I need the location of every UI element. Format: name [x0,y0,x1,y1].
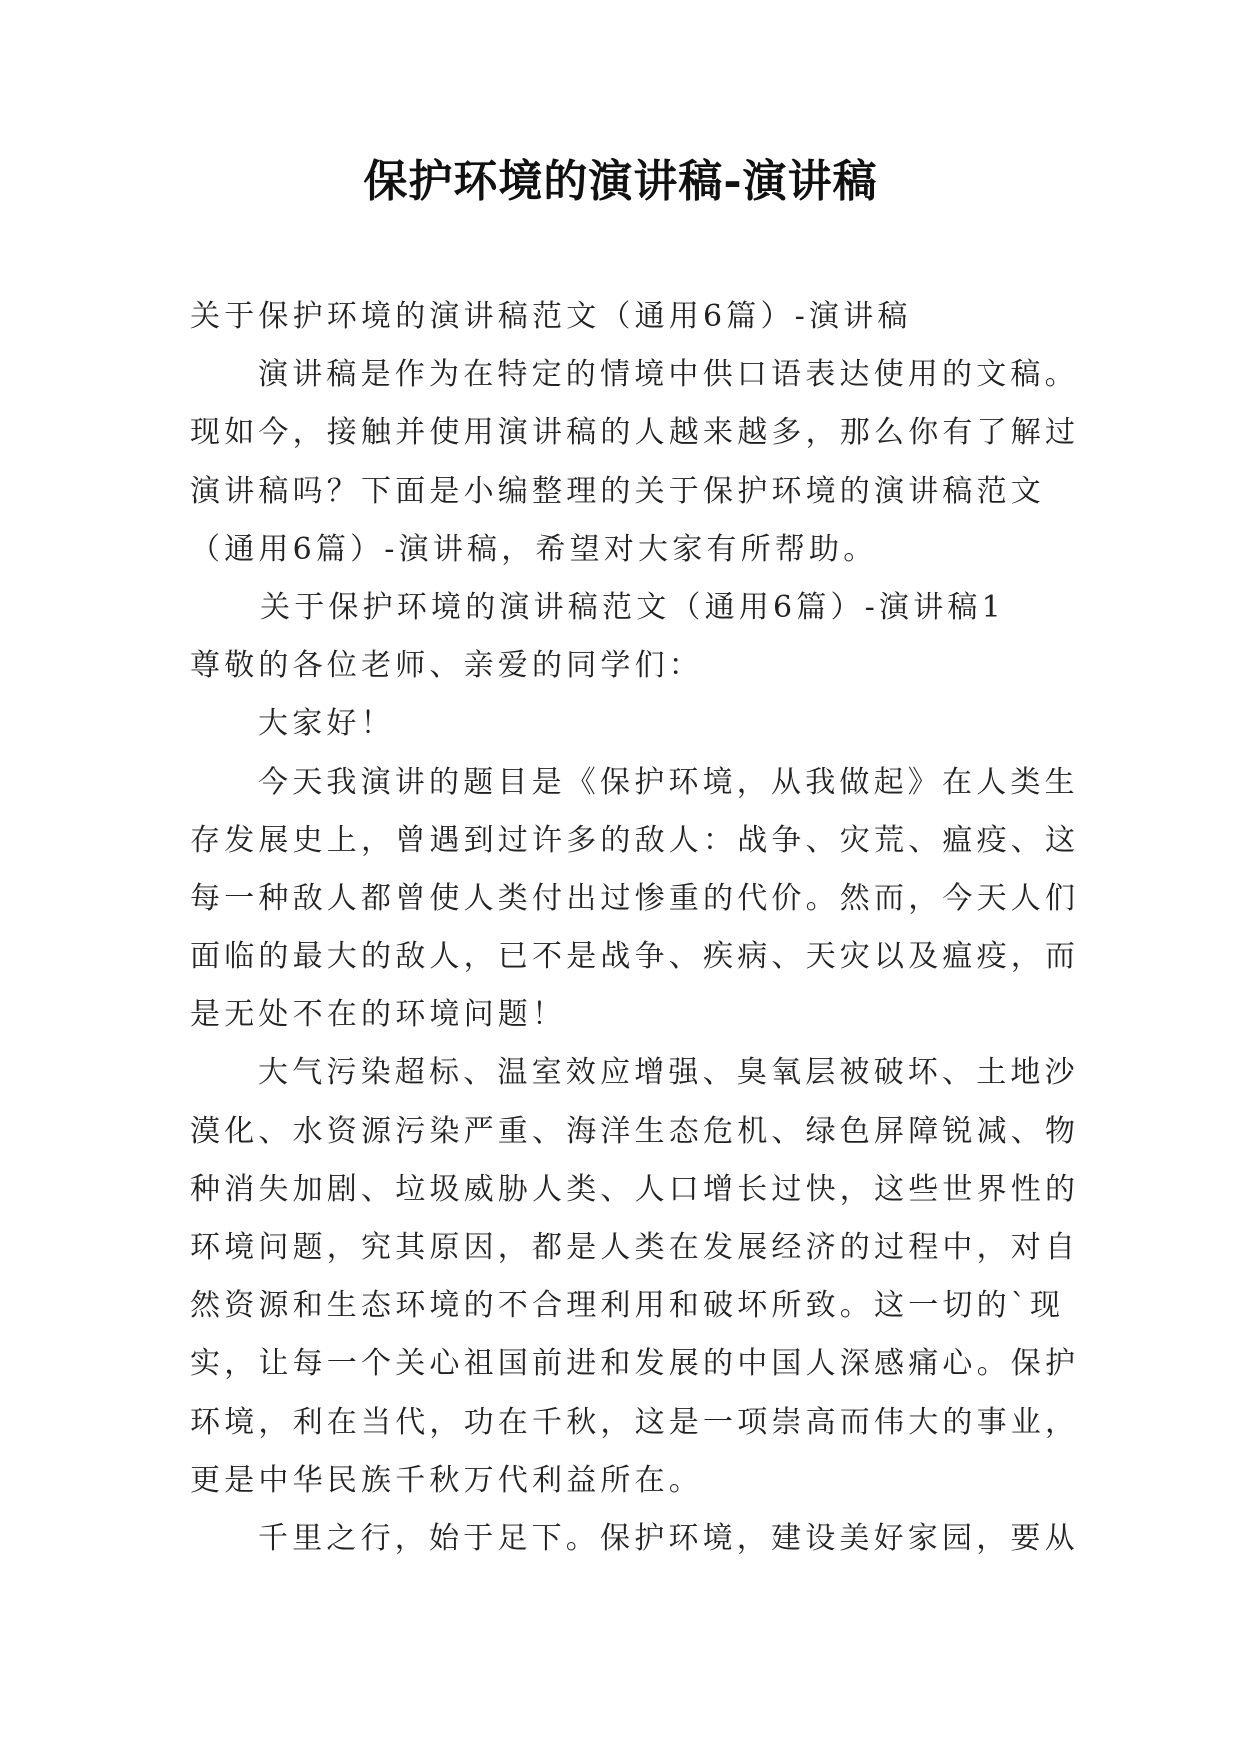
document-body [190,288,1080,1568]
paragraph-line: 实，让每一个关心祖国前进和发展的中国人深感痛心。保护 [190,1346,1080,1382]
paragraph-line: 千里之行，始于足下。保护环境，建设美好家园，要从 [258,1520,1079,1556]
paragraph-line: 今天我演讲的题目是《保护环境，从我做起》在人类生 [258,764,1079,800]
paragraph-line: 演讲稿吗？下面是小编整理的关于保护环境的演讲稿范文 [190,473,1045,509]
paragraph-line: 种消失加剧、垃圾威胁人类、人口增长过快，这些世界性的 [190,1171,1080,1207]
paragraph-line: 环境问题，究其原因，都是人类在发展经济的过程中，对自 [190,1230,1080,1265]
paragraph-line: （通用6篇）-演讲稿，希望对大家有所帮助。 [190,531,878,567]
document-title: 保护环境的演讲稿-演讲稿 [363,156,878,207]
paragraph-line: 现如今，接触并使用演讲稿的人越来越多，那么你有了解过 [190,415,1080,451]
paragraph-line: 然资源和生态环境的不合理利用和破坏所致。这一切的`现 [190,1288,1065,1324]
paragraph-line: 演讲稿是作为在特定的情境中供口语表达使用的文稿。 [258,357,1079,393]
paragraph-line: 环境，利在当代，功在千秋，这是一项崇高而伟大的事业， [190,1404,1080,1440]
paragraph-line: 面临的最大的敌人，已不是战争、疾病、天灾以及瘟疫，而 [190,939,1080,975]
paragraph-line: 是无处不在的环境问题！ [190,997,567,1033]
paragraph-line: 大气污染超标、温室效应增强、臭氧层被破坏、土地沙 [258,1055,1079,1091]
greeting-line: 大家好！ [258,706,395,742]
paragraph-line: 每一种敌人都曾使人类付出过惨重的代价。然而，今天人们 [190,880,1080,916]
subtitle-line: 关于保护环境的演讲稿范文（通用6篇）-演讲稿 [190,299,912,334]
paragraph-line: 存发展史上，曾遇到过许多的敌人：战争、灾荒、瘟疫、这 [190,822,1080,858]
salutation-line: 尊敬的各位老师、亲爱的同学们： [190,648,703,684]
paragraph-line: 更是中华民族千秋万代利益所在。 [190,1462,703,1498]
paragraph-line: 漠化、水资源污染严重、海洋生态危机、绿色屏障锐减、物 [190,1113,1080,1149]
section-heading-line: 关于保护环境的演讲稿范文（通用6篇）-演讲稿1 [260,589,1005,625]
